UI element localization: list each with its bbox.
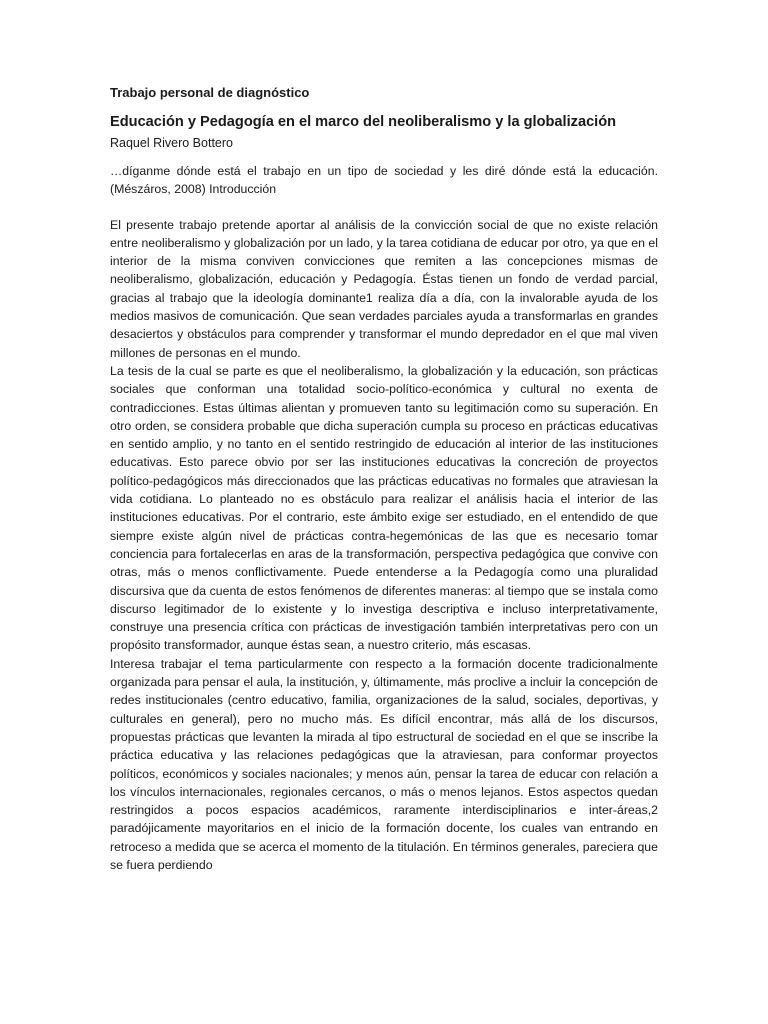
body-paragraph: La tesis de la cual se parte es que el neoliberalismo, la globalización y la educación, son prácticas sociales que conforman una totalidad socio-político-económica y cultural no exenta de contradicciones. Estas últimas alientan y promueven tanto su legitimación como su superación. En otro orden, se considera probable que dicha superación cumpla su proceso en prácticas educativas en sentido amplio, y no tanto en el sentido restringido de educación al interior de las instituciones educativas. Esto parece obvio por ser las instituciones educativas la concreción de proyectos político-pedagógicos más direccionados que las prácticas educativas no formales que atraviesan la vida cotidiana. Lo planteado no es obstáculo para realizar el análisis hacia el interior de las instituciones educativas. Por el contrario, este ámbito exige ser estudiado, en el entendido de que siempre existe algún nivel de prácticas contra-hegemónicas de las que es necesario tomar conciencia para fortalecerlas en aras de la transformación, perspectiva pedagógica que convive con otras, más o menos conflictivamente. Puede entenderse a la Pedagogía como una pluralidad discursiva que da cuenta de estos fenómenos de diferentes maneras: al tiempo que se instala como discurso legitimador de lo existente y lo investiga descriptiva e incluso interpretativamente, construye una presencia crítica con prácticas de investigación también interpretativas pero con un propósito transformador, aunque éstas sean, a nuestro criterio, más escasas. bbox=[110, 363, 658, 653]
document-page bbox=[110, 84, 658, 874]
body-paragraph: El presente trabajo pretende aportar al análisis de la convicción social de que no existe relación entre neoliberalismo y globalización por un lado, y la tarea cotidiana de educar por otro, ya que en el interior de la misma conviven convicciones que remiten a las concepciones mismas de neoliberalismo, globalización, educación y Pedagogía. Éstas tienen un fondo de verdad parcial, gracias al trabajo que la ideología dominante1 realiza día a día, con la invalorable ayuda de los medios masivos de comunicación. Que sean verdades parciales ayuda a transformarlas en grandes desaciertos y obstáculos para comprender y transformar el mundo depredador en el que mal viven millones de personas en el mundo. bbox=[110, 217, 658, 360]
document-author: Raquel Rivero Bottero bbox=[110, 136, 233, 150]
body-paragraph: Interesa trabajar el tema particularmente con respecto a la formación docente tradicionalmente organizada para pensar el aula, la institución, y, últimamente, más proclive a incluir la concepción de redes institucionales (centro educativo, familia, organizaciones de la salud, sociales, deportivas, y culturales en general), pero no mucho más. Es difícil encontrar, más allá de los discursos, propuestas prácticas que levanten la mirada al tipo estructural de sociedad en el que se inscribe la práctica educativa y las relaciones pedagógicas que la atraviesan, para conformar proyectos políticos, económicos y sociales nacionales; y menos aún, pensar la tarea de educar con relación a los vínculos internacionales, regionales cercanos, o más o menos lejanos. Estos aspectos quedan restringidos a pocos espacios académicos, raramente interdisciplinarios e inter-áreas,2 paradójicamente mayoritarios en el inicio de la formación docente, los cuales van entrando en retroceso a medida que se acerca el momento de la titulación. En términos generales, pareciera que se fuera perdiendo bbox=[110, 656, 658, 872]
document-label: Trabajo personal de diagnóstico bbox=[110, 85, 310, 100]
document-title: Educación y Pedagogía en el marco del neoliberalismo y la globalización bbox=[110, 114, 617, 130]
epigraph: …díganme dónde está el trabajo en un tipo de sociedad y les diré dónde está la educación. (Mészáros, 2008) Introducción bbox=[110, 164, 658, 197]
